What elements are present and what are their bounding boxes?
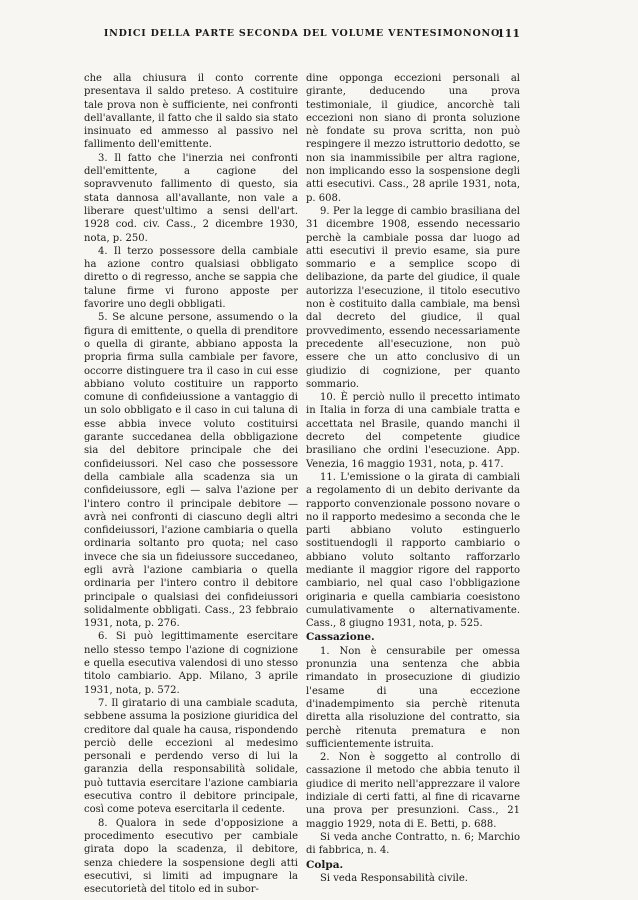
paragraph: 10. È perciò nullo il precetto intimato in Italia in forza di una cambiale tratta e accettata nel Brasile, quando manchi il decreto del competente giudice brasiliano che ordini l'esecuzione. App. Venezia, 16 maggio 1931, nota, p. 417.: [306, 392, 520, 470]
paragraph: 9. Per la legge di cambio brasiliana del 31 dicembre 1908, essendo necessario perchè la cambiale possa dar luogo ad atti esecutivi il previo esame, sia pure sommario e a semplice scopo di delibazione, da parte del giudice, il quale autorizza l'esecuzione, il titolo esecutivo non è costituito dalla cambiale, ma bensì dal decreto del giudice, il qual provvedimento, essendo necessariamente precedente all'esecuzione, non può essere che un atto conclusivo di un giudizio di cognizione, per quanto sommario.: [306, 205, 520, 390]
running-header: INDICI DELLA PARTE SECONDA DEL VOLUME VENTESIMONONO: [103, 28, 501, 39]
cross-reference: Si veda anche Contratto, n. 6; Marchio di fabbrica, n. 4.: [306, 831, 520, 857]
paragraph: 5. Se alcune persone, assumendo o la figura di emittente, o quella di prenditore o quella di girante, abbiano apposta la propria firma sulla cambiale per favore, occorre distinguere tra il caso in cui esse abbiano voluto costituire un rapporto comune di confideiussione a vantaggio di un solo obbligato e il caso in cui taluna di esse abbia invece voluto costituirsi garante succedanea della obbligazione sia del debitore principale che dei confideiussori. Nel caso che possessore della cambiale alla scadenza sia un confideiussore, egli — salva l'azione per l'intero contro il principale debitore — avrà nei confronti di ciascuno degli altri confideiussori, l'azione cambiaria o quella ordinaria soltanto pro quota; nel caso invece che sia un fideiussore succedaneo, egli avrà l'azione cambiaria o quella ordinaria per l'intero contro il debitore principale o qualsiasi dei confideiussori solidalmente obbligati. Cass., 23 febbraio 1931, nota, p. 276.: [84, 312, 298, 630]
page-number: 111: [497, 27, 520, 40]
section-heading-colpa: Colpa.: [306, 858, 344, 871]
section-heading-cassazione: Cassazione.: [306, 631, 375, 644]
paragraph: 11. L'emissione o la girata di cambiali a regolamento di un debito derivante da rapporto convenzionale possono novare o no il rapporto medesimo a seconda che le parti abbiano voluto estinguerlo sostituendogli il rapporto cambiario o abbiano voluto soltanto rafforzarlo mediante il maggior rigore del rapporto cambiario, nel qual caso l'obbligazione originaria e quella cambiaria coesistono cumulativamente o alternativamente. Cass., 8 giugno 1931, nota, p. 525.: [306, 471, 520, 630]
paragraph: 7. Il giratario di una cambiale scaduta, sebbene assuma la posizione giuridica del creditore dal quale ha causa, rispondendo perciò delle eccezioni al medesimo personali e perdendo verso di lui la garanzia della responsabilità solidale, può tuttavia esercitare l'azione cambiaria esecutiva contro il debitore principale, così come poteva esercitarla il cedente.: [84, 697, 298, 816]
right-column: [306, 72, 520, 885]
paragraph: 1. Non è censurabile per omessa pronunzia una sentenza che abbia rimandato in prosecuzione di giudizio l'esame di una eccezione d'inadempimento sia perchè ritenuta diretta alla risoluzione del contratto, sia perchè ritenuta prematura e non sufficientemente istruita.: [306, 645, 520, 750]
paragraph: 4. Il terzo possessore della cambiale ha azione contro qualsiasi obbligato diretto o di regresso, anche se sappia che talune firme vi furono apposte per favorire uno degli obbligati.: [84, 245, 298, 311]
paragraph: 3. Il fatto che l'inerzia nei confronti dell'emittente, a cagione del sopravvenuto fallimento di questo, sia stata dannosa all'avallante, non vale a liberare quest'ultimo a sensi dell'art. 1928 cod. civ. Cass., 2 dicembre 1930, nota, p. 250.: [84, 152, 298, 244]
paragraph: 6. Si può legittimamente esercitare nello stesso tempo l'azione di cognizione e quella esecutiva valendosi di uno stesso titolo cambiario. App. Milano, 3 aprile 1931, nota, p. 572.: [84, 631, 298, 696]
paragraph: 8. Qualora in sede d'opposizione a procedimento esecutivo per cambiale girata dopo la scadenza, il debitore, senza chiedere la sospensione degli atti esecutivi, si limiti ad impugnare la esecutorietà del titolo ed in subor-: [84, 817, 298, 896]
cross-reference: Si veda Responsabilità civile.: [320, 872, 468, 884]
paragraph: che alla chiusura il conto corrente presentava il saldo preteso. A costituire tale prova non è sufficiente, nei confronti dell'avallante, il fatto che il saldo sia stato insinuato ed ammesso al passivo nel fallimento dell'emittente.: [84, 73, 298, 151]
left-column: [84, 72, 298, 896]
paragraph: dine opponga eccezioni personali al girante, deducendo una prova testimoniale, il giudice, ancorchè tali eccezioni non siano di pronta soluzione nè fondate su prova scritta, non può respingere il mezzo istruttorio dedotto, se non sia inammissibile per altra ragione, non implicando esso la sospensione degli atti esecutivi. Cass., 28 aprile 1931, nota, p. 608.: [306, 73, 520, 204]
paragraph: 2. Non è soggetto al controllo di cassazione il metodo che abbia tenuto il giudice di merito nell'apprezzare il valore indiziale di certi fatti, al fine di ricavarne una prova per presunzioni. Cass., 21 maggio 1929, nota di E. Betti, p. 688.: [306, 752, 520, 830]
